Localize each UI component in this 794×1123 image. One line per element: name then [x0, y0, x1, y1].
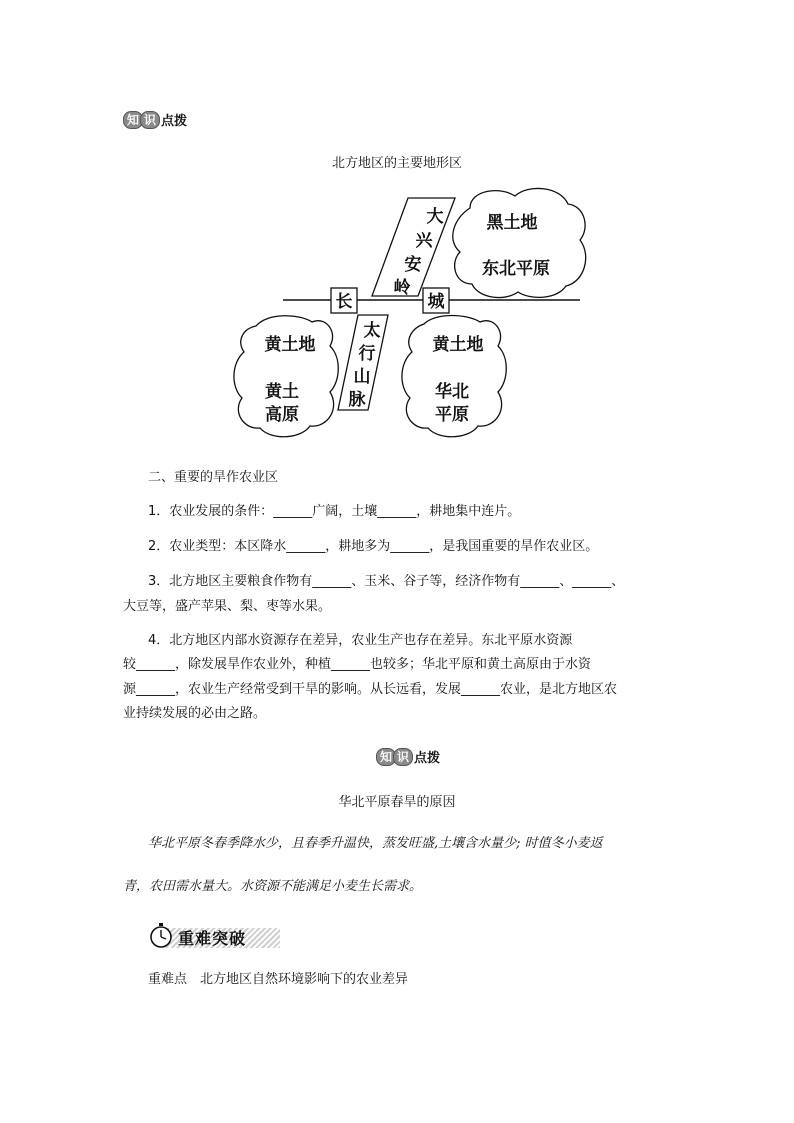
loess-region-line1: 黄土 [265, 382, 299, 402]
badge-suffix: 点拨 [414, 751, 441, 766]
badge-char: 知 [123, 111, 143, 129]
range-char: 兴 [415, 231, 433, 251]
section-heading: 二、重要的旱作农业区 [148, 470, 279, 485]
range-char: 岭 [393, 278, 411, 298]
range-char: 太 [363, 321, 381, 341]
question-4-line1: 4．北方地区内部水资源存在差异，农业生产也存在差异。东北平原水资源 [148, 633, 573, 648]
great-wall-char-1: 长 [335, 292, 353, 312]
terrain-diagram [0, 0, 794, 470]
north-china-region-line1: 华北 [435, 382, 469, 402]
tip-line1: 华北平原冬春季降水少，且春季升温快，蒸发旺盛,土壤含水量少; 时值冬小麦返 [148, 836, 603, 851]
range-char: 山 [353, 367, 371, 387]
stopwatch-icon [148, 922, 176, 950]
loess-region-line2: 高原 [265, 405, 299, 425]
range-char: 行 [358, 344, 376, 364]
northeast-cloud [453, 188, 586, 297]
key-section-header [148, 922, 280, 950]
question-3-line2: 大豆等，盛产苹果、梨、枣等水果。 [123, 599, 332, 614]
range-char: 大 [426, 207, 444, 227]
badge-char: 识 [140, 111, 160, 129]
knowledge-tip-badge [376, 747, 440, 766]
question-4-line4: 业持续发展的必由之路。 [123, 706, 267, 721]
north-china-region-line2: 平原 [435, 405, 469, 425]
question-4-line2: 较______，除发展旱作农业外，种植______也较多；华北平原和黄土高原由于水资 [123, 657, 592, 672]
badge-suffix: 点拨 [161, 114, 188, 129]
question-2: 2．农业类型：本区降水______，耕地多为______，是我国重要的旱作农业区。 [148, 539, 599, 554]
loess-soil: 黄土地 [264, 335, 316, 355]
range-char: 安 [404, 255, 422, 275]
badge-char: 识 [393, 748, 413, 766]
northeast-region: 东北平原 [482, 259, 550, 279]
diagram-caption: 北方地区的主要地形区 [331, 156, 462, 171]
northeast-soil: 黑土地 [486, 213, 538, 233]
question-4-line3: 源______，农业生产经常受到干旱的影响。从长远看，发展______农业，是北方地区农 [123, 682, 618, 697]
key-point-subtitle: 重难点 北方地区自然环境影响下的农业差异 [148, 972, 409, 987]
question-1: 1．农业发展的条件：______广阔，土壤______，耕地集中连片。 [148, 504, 521, 519]
key-section-title: 重难突破 [178, 929, 247, 948]
tip-line2: 青，农田需水量大。水资源不能满足小麦生长需求。 [123, 879, 423, 894]
tip-caption: 华北平原春旱的原因 [338, 795, 456, 810]
range-char: 脉 [348, 390, 366, 410]
question-3-line1: 3．北方地区主要粮食作物有______、玉米、谷子等，经济作物有______、______、 [148, 574, 625, 589]
badge-char: 知 [376, 748, 396, 766]
north-china-soil: 黄土地 [432, 335, 484, 355]
great-wall-char-2: 城 [427, 292, 445, 312]
